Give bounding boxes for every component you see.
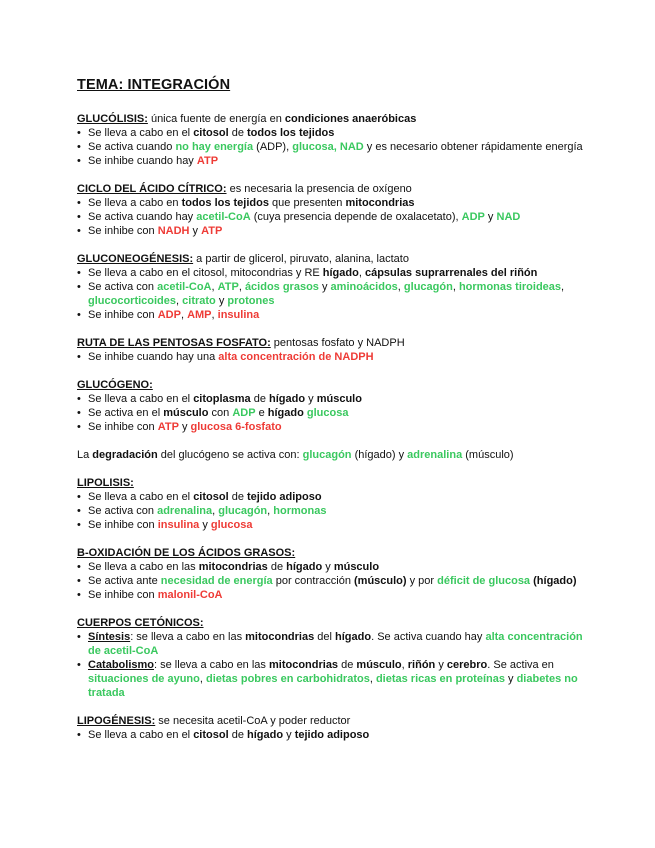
text-run: glucagón [218,505,268,517]
text-run: de [228,729,247,741]
section-heading: LIPOGÉNESIS: [77,715,156,727]
text-run: , [561,281,565,293]
section-heading-line [77,378,597,392]
text-run: Se inhibe con [88,225,158,237]
bullet-list [77,126,597,168]
section-heading: LIPOLISIS: [77,477,134,489]
text-run: Se lleva a cabo en las [88,561,199,573]
text-run: tejido adiposo [294,729,370,741]
text-run: de [228,491,247,503]
section-heading: GLUCONEOGÉNESIS: [77,253,194,265]
text-run: , [452,281,459,293]
text-run: y [215,295,228,307]
text-run: (cuya presencia depende de oxalacetato), [250,211,462,223]
text-run: Se inhibe cuando hay [88,155,197,167]
list-item [77,406,597,420]
text-run: malonil-CoA [157,589,223,601]
text-run: Se inhibe con [88,519,158,531]
bullet-list [77,266,597,322]
text-run: , [358,267,365,279]
text-run: músculo [163,407,209,419]
list-item [77,490,597,504]
text-run: músculo [316,393,362,405]
text-run: Se lleva a cabo en el [88,393,194,405]
text-run: : se lleva a cabo en las [130,631,246,643]
text-run: por contracción [272,575,354,587]
section-b-oxidacion [77,546,597,602]
text-run: glucagón [302,449,352,461]
text-run: hormonas tiroideas [458,281,562,293]
text-run: no hay energía [175,141,254,153]
text-run: hígado [286,561,323,573]
text-run: y [178,421,191,433]
text-run: protones [227,295,275,307]
text-run: alta concentración de NADPH [218,351,374,363]
text-run: ATP [157,421,179,433]
text-run: ATP [196,155,219,167]
text-run: (ADP), [253,141,293,153]
section-heading-line [77,546,597,560]
text-run: mitocondrias [198,561,268,573]
heading-text: se necesita acetil-CoA y poder reductor [155,715,351,727]
text-run: hígado [322,267,359,279]
text-run: Se lleva a cabo en el [88,127,194,139]
list-item [77,196,597,210]
heading-text: única fuente de energía en [147,113,285,125]
text-run: . Se activa en [487,659,554,671]
text-run: (hígado) y [351,449,408,461]
text-run: y [305,393,317,405]
text-run: todos los tejidos [247,127,335,139]
text-run: , [401,659,408,671]
text-run: del [314,631,336,643]
text-run: , [180,309,188,321]
page-title: TEMA: INTEGRACIÓN [77,77,231,93]
text-run: Se inhibe con [88,589,158,601]
text-run: hígado [269,393,306,405]
degradacion-paragraph [77,448,597,462]
text-run: , [238,281,245,293]
bullet-list [77,630,597,700]
list-item [77,728,597,742]
text-run: Se activa cuando hay [88,211,197,223]
text-run: ATP [201,225,223,237]
text-run: de [338,659,357,671]
text-run: degradación [92,449,158,461]
list-item [77,140,597,154]
text-run: Se lleva a cabo en el [88,729,194,741]
text-run: ADP [232,407,256,419]
text-run: músculo [333,561,380,573]
text-run: citosol [193,127,229,139]
text-run: La [77,449,93,461]
text-run: necesidad de energía [160,575,273,587]
text-run: NAD [496,211,521,223]
text-run: , [397,281,404,293]
text-run: ADP [157,309,181,321]
text-run: hormonas [273,505,327,517]
heading-text: pentosas fosfato y NADPH [270,337,405,349]
text-run: riñón [407,659,436,671]
list-item [77,560,597,574]
text-run: glucosa [210,519,253,531]
section-pentosas-fosfato [77,336,597,364]
text-run: hígado [267,407,304,419]
text-run: y [199,519,211,531]
text-run: dietas pobres en carbohidratos [206,673,370,685]
text-run: ATP [217,281,239,293]
text-run: , [176,295,183,307]
text-run: adrenalina [407,449,463,461]
text-run: , [369,673,376,685]
text-run: : se lleva a cabo en las [154,659,269,671]
text-run: Se activa ante [88,575,161,587]
text-run: citosol [193,491,229,503]
text-run: cerebro [446,659,488,671]
text-run: mitocondrias [345,197,415,209]
text-run: insulina [217,309,260,321]
text-run: mitocondrias [268,659,339,671]
text-run: Se inhibe con [88,309,158,321]
section-heading-line [77,112,597,126]
text-run: citrato [182,295,216,307]
text-run: todos los tejidos [181,197,269,209]
text-run: Se inhibe con [88,421,158,433]
list-item [77,224,597,238]
text-run: glucosa 6-fosfato [190,421,282,433]
section-heading-line [77,252,597,266]
section-heading: RUTA DE LAS PENTOSAS FOSFATO: [77,337,271,349]
text-run: Se activa en el [88,407,164,419]
text-run: déficit de glucosa [437,575,531,587]
text-run: hígado [335,631,372,643]
text-run: ácidos grasos [244,281,319,293]
text-run: Se lleva a cabo en el citosol, mitocondrias y RE [88,267,323,279]
list-item [77,588,597,602]
text-run: situaciones de ayuno [88,673,200,685]
section-heading-line [77,616,597,630]
text-run: Se activa cuando [88,141,176,153]
section-heading: B-OXIDACIÓN DE LOS ÁCIDOS GRASOS: [77,547,296,559]
text-run: Se lleva a cabo en el [88,491,194,503]
text-run: y [504,673,517,685]
section-lipolisis [77,476,597,532]
text-run: y [189,225,202,237]
bullet-list [77,196,597,238]
text-run: citosol [193,729,229,741]
heading-text: a partir de glicerol, piruvato, alanina, lactato [193,253,409,265]
text-run: Catabolismo [88,659,155,671]
section-heading: GLUCÓGENO: [77,379,153,391]
text-run: con [208,407,233,419]
text-run: , [212,505,219,517]
text-run: y es necesario obtener rápidamente energía [363,141,583,153]
text-run: y [322,561,334,573]
text-run: de [267,561,287,573]
section-heading: GLUCÓLISIS: [77,113,148,125]
section-glucogeno [77,378,597,434]
text-run: diabetes no tratada [88,673,578,699]
section-heading-line [77,336,597,350]
text-run: del glucógeno se activa con: [157,449,303,461]
list-item [77,658,597,700]
text-run: Se activa con [88,505,158,517]
text-run: Se inhibe cuando hay una [88,351,219,363]
document-page [77,76,597,756]
text-run: (hígado) [533,575,577,587]
text-run: (músculo) [462,449,514,461]
text-run: (músculo) [354,575,407,587]
text-run: tejido adiposo [247,491,322,503]
section-cuerpos-cetonicos [77,616,597,700]
list-item [77,574,597,588]
text-run: glucagón [403,281,453,293]
list-item [77,126,597,140]
list-item [77,630,597,658]
section-gluconeogenesis [77,252,597,322]
text-run: glucocorticoides [88,295,177,307]
heading-emphasis: condiciones anaeróbicas [284,113,417,125]
text-run: mitocondrias [245,631,315,643]
section-glucolisis [77,112,597,168]
list-item [77,518,597,532]
text-run: , [267,505,274,517]
heading-text: es necesaria la presencia de oxígeno [226,183,412,195]
list-item [77,280,597,308]
text-run: dietas ricas en proteínas [375,673,505,685]
text-run: aminoácidos [330,281,398,293]
list-item [77,504,597,518]
text-run: cápsulas suprarrenales del riñón [364,267,538,279]
text-run: acetil-CoA [157,281,212,293]
text-run: y [318,281,331,293]
text-run: acetil-CoA [196,211,251,223]
text-run: ADP [461,211,485,223]
list-item [77,308,597,322]
list-item [77,420,597,434]
bullet-list [77,728,597,742]
text-run: de [228,127,247,139]
text-run: Se activa con [88,281,158,293]
list-item [77,154,597,168]
list-item [77,210,597,224]
text-run: Se lleva a cabo en [88,197,182,209]
section-ciclo-acido-citrico [77,182,597,238]
section-heading-line [77,714,597,728]
text-run: . Se activa cuando hay [371,631,486,643]
section-heading-line [77,476,597,490]
text-run: y [484,211,497,223]
bullet-list [77,560,597,602]
text-run: y por [406,575,438,587]
bullet-list [77,392,597,434]
text-run: Síntesis [88,631,131,643]
list-item [77,392,597,406]
section-lipogenesis [77,714,597,742]
text-run: AMP [187,309,212,321]
list-item [77,266,597,280]
text-run: músculo [356,659,402,671]
text-run: que presenten [268,197,346,209]
text-run: glucosa [306,407,349,419]
section-heading-line [77,182,597,196]
text-run: de [250,393,270,405]
text-run: glucosa, NAD [292,141,364,153]
list-item [77,350,597,364]
bullet-list [77,350,597,364]
text-run: y [435,659,447,671]
text-run: hígado [247,729,284,741]
text-run: adrenalina [157,505,213,517]
text-run: citoplasma [193,393,251,405]
section-heading: CUERPOS CETÓNICOS: [77,617,204,629]
text-run: NADH [157,225,190,237]
text-run: y [283,729,295,741]
text-run: e [255,407,268,419]
bullet-list [77,490,597,532]
text-run: alta concentración de acetil-CoA [88,631,583,657]
text-run: , [211,281,218,293]
text-run: , [211,309,218,321]
section-heading: CICLO DEL ÁCIDO CÍTRICO: [77,183,227,195]
text-run: insulina [157,519,200,531]
text-run: , [199,673,206,685]
